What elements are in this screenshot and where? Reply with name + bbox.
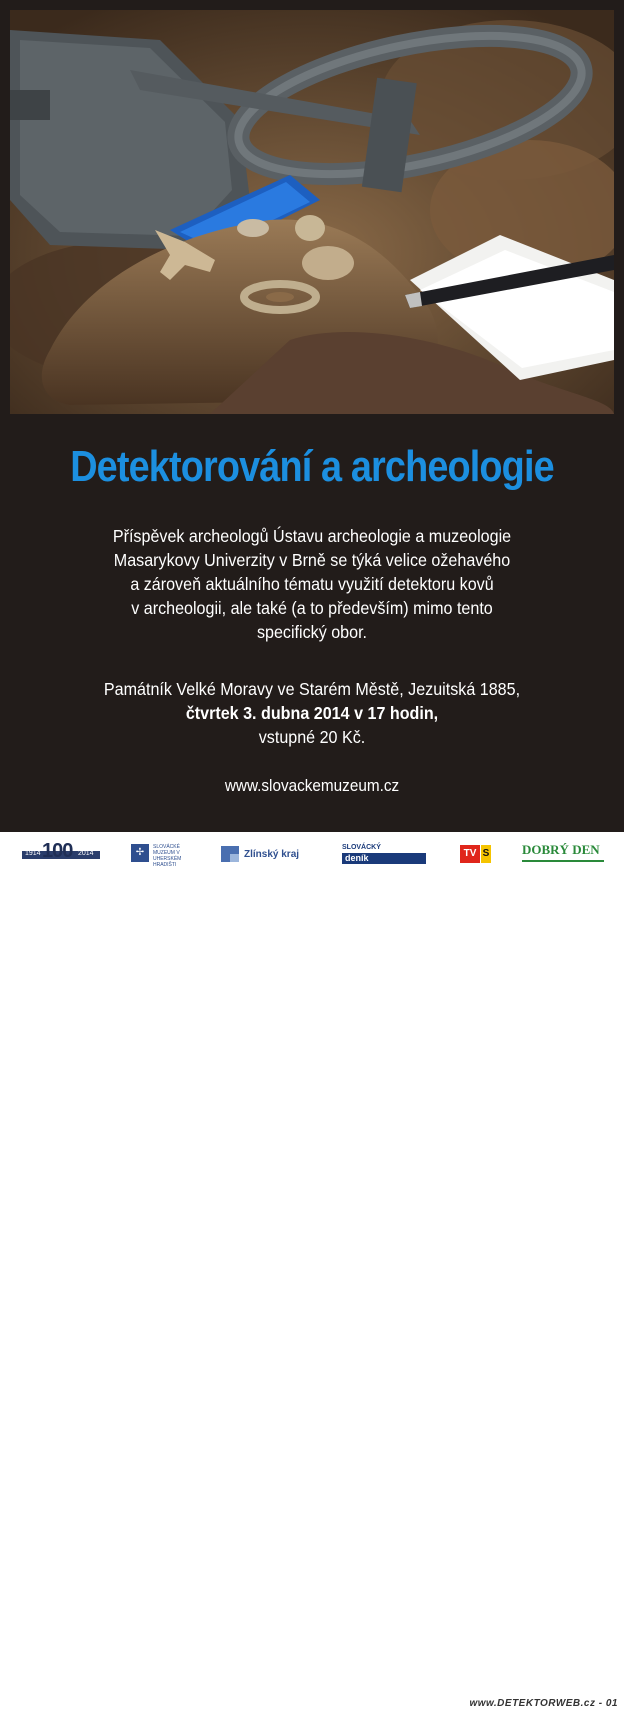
description-line: a zároveň aktuálního tématu využití detektoru kovů (130, 574, 494, 594)
event-title: Detektorování a archeologie (70, 442, 554, 491)
venue-place: Památník Velké Moravy ve Starém Městě, Jezuitská 1885, (103, 679, 521, 699)
watermark: www.DETEKTORWEB.cz - 01 (469, 1698, 618, 1709)
event-datetime: čtvrtek 3. dubna 2014 v 17 hodin, (185, 703, 439, 723)
centenary-year-start: 1914 (25, 850, 41, 857)
tv-logo-right: S (481, 845, 491, 863)
tv-logo-left: TV (460, 845, 480, 863)
event-venue (43, 677, 580, 749)
archaeology-photo (10, 10, 614, 414)
description-line: v archeologii, ale také (a to především) mimo tento (131, 598, 493, 618)
dobry-den-underline (522, 860, 604, 862)
centenary-number: 100 (42, 840, 73, 862)
museum-logo-text: SLOVÁCKÉ MUZEUM V UHERSKÉM HRADIŠTI (153, 844, 182, 868)
zlin-region-icon-accent (230, 854, 239, 862)
website-link[interactable]: www.slovackemuzeum.cz (224, 776, 400, 795)
zlin-region-text: Zlínský kraj (244, 849, 300, 860)
zlin-region-logo (221, 844, 303, 866)
poster (0, 0, 624, 832)
centenary-year-end: 2014 (78, 850, 94, 857)
event-description (62, 524, 562, 644)
sponsor-logos-bar (0, 832, 624, 1709)
museum-icon: ✢ (131, 844, 149, 862)
denik-logo-bar: deník (342, 853, 426, 864)
description-line: Masarykovy Univerzity v Brně se týká velice ožehavého (113, 550, 511, 570)
museum-logo (131, 844, 201, 866)
dobry-den-logo (522, 842, 608, 868)
tv-logo (460, 845, 492, 865)
entry-fee: vstupné 20 Kč. (258, 727, 366, 747)
denik-logo-top: SLOVÁCKÝ (342, 844, 381, 851)
dobry-den-text: DOBRÝ DEN (522, 842, 600, 857)
description-line: Příspěvek archeologů Ústavu archeologie a muzeologie (112, 526, 512, 546)
denik-logo (342, 844, 428, 868)
description-line: specifický obor. (256, 622, 368, 642)
photo-illustration (10, 10, 614, 414)
centenary-logo (22, 842, 100, 864)
